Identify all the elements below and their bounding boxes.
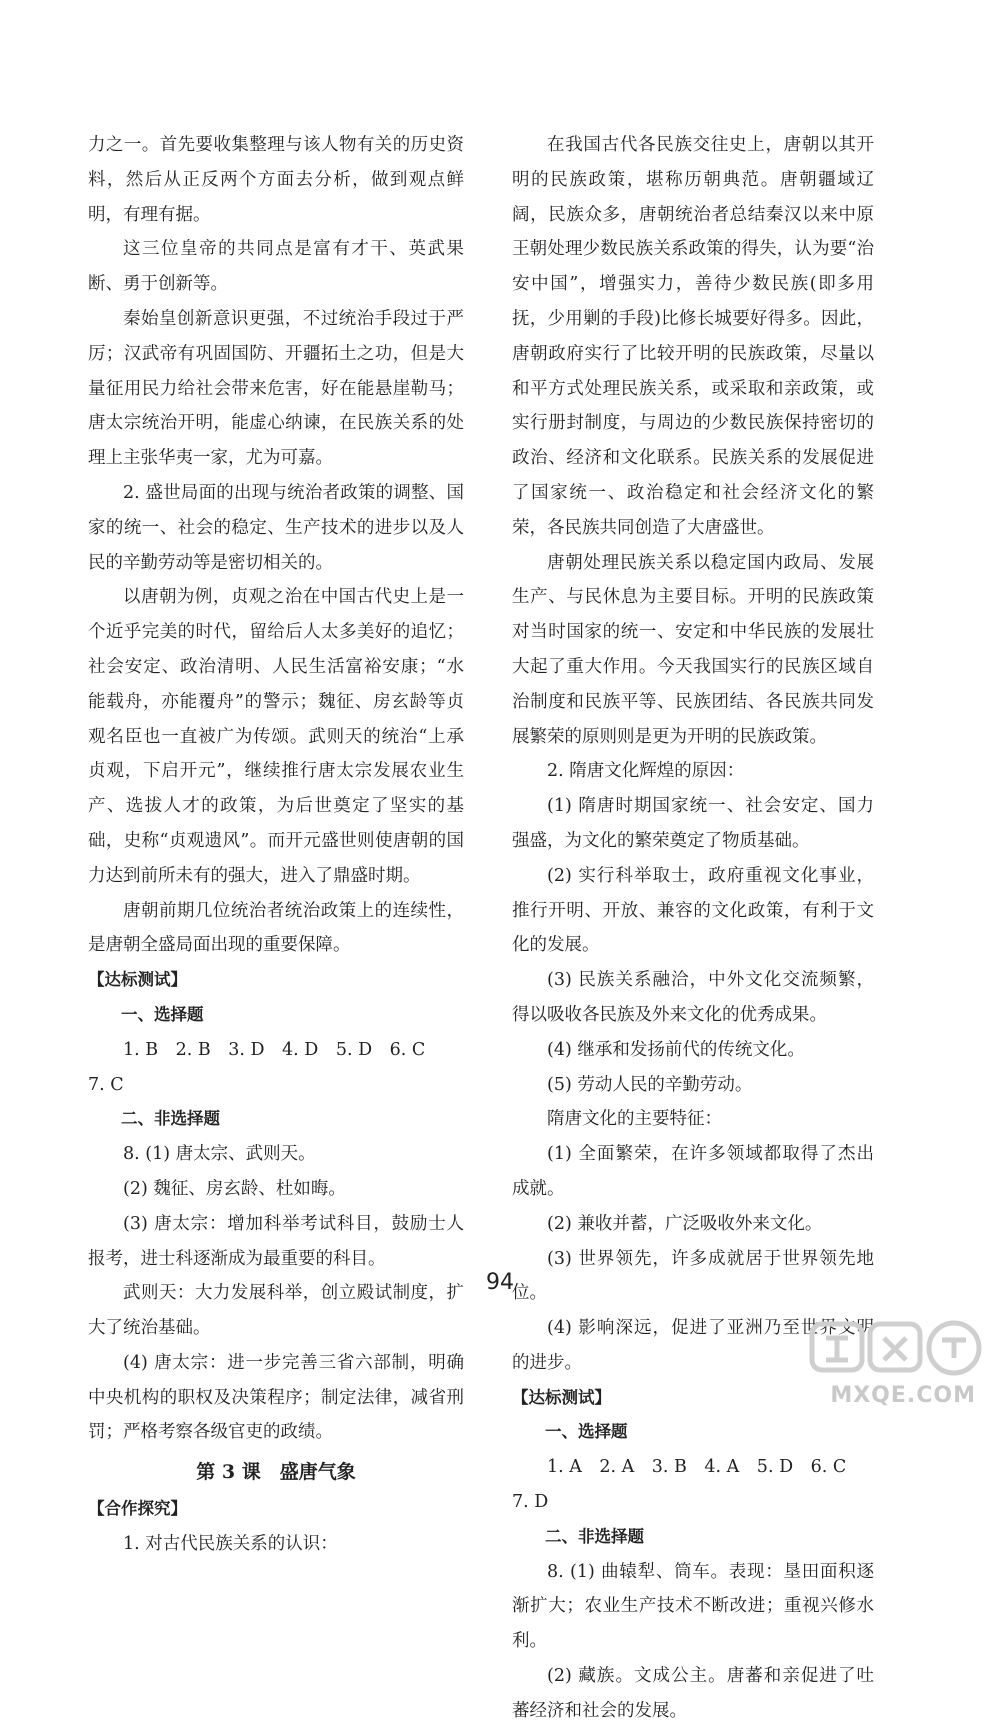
right-column — [512, 128, 874, 1729]
answer-item: 8. (1) 唐太宗、武则天。 — [123, 1144, 316, 1165]
paragraph: 2. 盛世局面的出现与统治者政策的调整、国家的统一、社会的稳定、生产技术的进步以及人民的辛勤劳动等是密切相关的。 — [88, 482, 464, 573]
list-item: (2) 实行科举取士，政府重视文化事业，推行开明、开放、兼容的文化政策，有利于文化的发展。 — [512, 865, 874, 956]
list-item: (3) 民族关系融洽，中外文化交流频繁，得以吸收各民族及外来文化的优秀成果。 — [512, 970, 874, 1025]
answer-item: (2) 魏征、房玄龄、杜如晦。 — [123, 1178, 346, 1199]
answer-circle-logo-icon — [806, 1316, 986, 1380]
paragraph: 这三位皇帝的共同点是富有才干、英武果断、勇于创新等。 — [88, 239, 464, 295]
answer-line: 7. D — [512, 1492, 549, 1513]
answer-item: 武则天：大力发展科举，创立殿试制度，扩大了统治基础。 — [88, 1283, 464, 1339]
paragraph: 2. 隋唐文化辉煌的原因： — [547, 761, 745, 782]
paragraph: 秦始皇创新意识更强，不过统治手段过于严厉；汉武帝有巩固国防、开疆拓土之功，但是大量征用民力给社会带来危害，好在能悬崖勒马；唐太宗统治开明，能虚心纳谏，在民族关系的处理上主张华夷一家，尤为可嘉。 — [88, 308, 464, 469]
answer-item: (4) 唐太宗：进一步完善三省六部制，明确中央机构的职权及决策程序；制定法律，减省刑罚；严格考察各级官吏的政绩。 — [88, 1352, 464, 1443]
list-item: (1) 全面繁荣，在许多领域都取得了杰出成就。 — [512, 1144, 874, 1199]
answer-item: (3) 唐太宗：增加科举考试科目，鼓励士人报考，进士科逐渐成为最重要的科目。 — [88, 1213, 464, 1269]
list-item: (2) 兼收并蓄，广泛吸收外来文化。 — [547, 1213, 823, 1234]
answer-line: 7. C — [88, 1074, 124, 1095]
subsection-heading: 二、非选择题 — [121, 1109, 220, 1129]
subsection-heading: 二、非选择题 — [545, 1526, 644, 1546]
section-heading: 【合作探究】 — [88, 1499, 187, 1519]
list-item: (4) 继承和发扬前代的传统文化。 — [547, 1039, 805, 1060]
answer-item: (2) 藏族。文成公主。唐蕃和亲促进了吐蕃经济和社会的发展。 — [512, 1666, 874, 1721]
list-item: (4) 影响深远，促进了亚洲乃至世界文明的进步。 — [512, 1318, 874, 1373]
page-number: 94 — [486, 1270, 514, 1295]
paragraph: 唐朝前期几位统治者统治政策上的连续性，是唐朝全盛局面出现的重要保障。 — [88, 900, 464, 956]
answer-line: 1. A 2. A 3. B 4. A 5. D 6. C — [547, 1457, 847, 1478]
paragraph: 隋唐文化的主要特征： — [547, 1109, 722, 1130]
section-heading: 【达标测试】 — [512, 1387, 611, 1407]
section-heading: 【达标测试】 — [88, 970, 187, 990]
paragraph: 唐朝处理民族关系以稳定国内政局、发展生产、与民休息为主要目标。开明的民族政策对当时国家的统一、安定和中华民族的发展壮大起了重大作用。今天我国实行的民族区域自治制度和民族平等、民族团结、各民族共同发展繁荣的原则则是更为开明的民族政策。 — [512, 552, 874, 747]
paragraph: 力之一。首先要收集整理与该人物有关的历史资料，然后从正反两个方面去分析，做到观点鲜明，有理有据。 — [88, 135, 464, 225]
watermark-text: MXQE.COM — [830, 1383, 976, 1408]
subsection-heading: 一、选择题 — [545, 1422, 628, 1442]
paragraph: 在我国古代各民族交往史上，唐朝以其开明的民族政策，堪称历朝典范。唐朝疆域辽阔，民族众多，唐朝统治者总结秦汉以来中原王朝处理少数民族关系政策的得失，认为要“治安中国”，增强实力，善待少数民族(即多用抚，少用剿的手段)比修长城要好得多。因此，唐朝政府实行了比较开明的民族政策，尽量以和平方式处理民族关系，或采取和亲政策，或实行册封制度，与周边的少数民族保持密切的政治、经济和文化联系。民族关系的发展促进了国家统一、政治稳定和社会经济文化的繁荣，各民族共同创造了大唐盛世。 — [512, 135, 874, 538]
paragraph: 1. 对古代民族关系的认识： — [123, 1534, 338, 1555]
subsection-heading: 一、选择题 — [121, 1004, 204, 1024]
list-item: (1) 隋唐时期国家统一、社会安定、国力强盛，为文化的繁荣奠定了物质基础。 — [512, 796, 874, 851]
answer-line: 1. B 2. B 3. D 4. D 5. D 6. C — [123, 1039, 426, 1060]
list-item: (3) 世界领先，许多成就居于世界领先地位。 — [512, 1248, 874, 1304]
watermark — [796, 1316, 986, 1412]
answer-item: 8. (1) 曲辕犁、筒车。表现：垦田面积逐渐扩大；农业生产技术不断改进；重视兴修水利。 — [512, 1561, 874, 1652]
lesson-title: 第 3 课 盛唐气象 — [196, 1461, 356, 1484]
left-column — [88, 128, 464, 1562]
paragraph: 以唐朝为例，贞观之治在中国古代史上是一个近乎完美的时代，留给后人太多美好的追忆；社会安定、政治清明、人民生活富裕安康；“水能载舟，亦能覆舟”的警示；魏征、房玄龄等贞观名臣也一直被广为传颂。武则天的统治“上承贞观，下启开元”，继续推行唐太宗发展农业生产、选拔人才的政策，为后世奠定了坚实的基础，史称“贞观遗风”。而开元盛世则使唐朝的国力达到前所未有的强大，进入了鼎盛时期。 — [88, 587, 464, 886]
list-item: (5) 劳动人民的辛勤劳动。 — [547, 1074, 753, 1095]
